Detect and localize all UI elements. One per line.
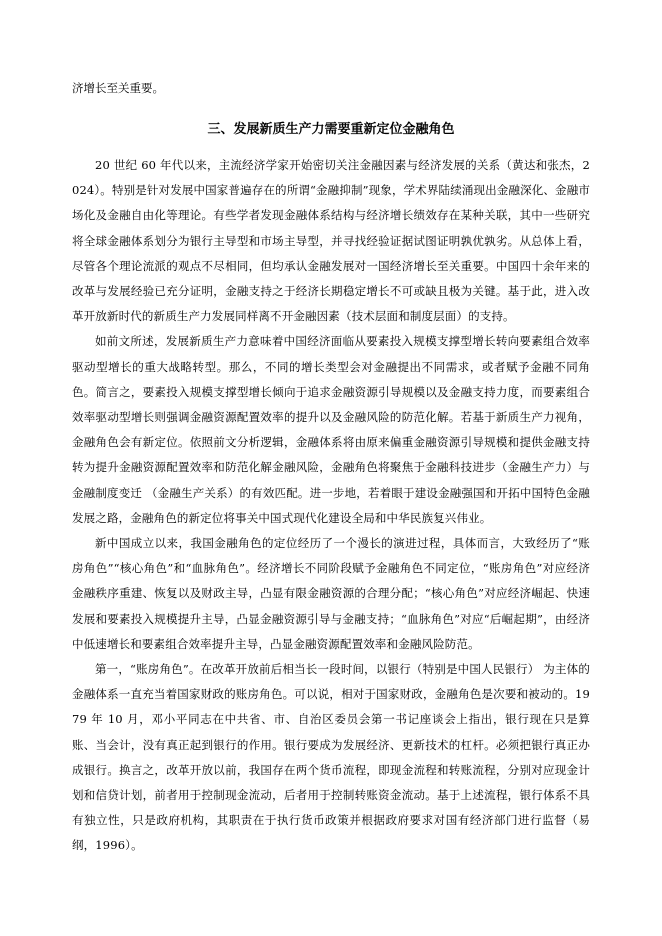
section-body bbox=[72, 153, 590, 859]
paragraph-1: 20 世纪 60 年代以来，主流经济学家开始密切关注金融因素与经济发展的关系（黄达和张杰，2024）。特别是针对发展中国家普遍存在的所谓“金融抑制”现象，学术界陆续涌现出金融深化、金融市场化及金融自由化等理论。有些学者发现金融体系结构与经济增长绩效存在某种关联，其中一些研究将全球金融体系划分为银行主导型和市场主导型，并寻找经验证据试图证明孰优孰劣。从总体上看，尽管各个理论流派的观点不尽相同，但均承认金融发展对一国经济增长至关重要。中国四十余年来的改革与发展经验已充分证明，金融支持之于经济长期稳定增长不可或缺且极为关键。基于此，进入改革开放新时代的新质生产力发展同样离不开金融因素（技术层面和制度层面）的支持。 bbox=[72, 158, 591, 324]
paragraph-2: 如前文所述，发展新质生产力意味着中国经济面临从要素投入规模支撑型增长转向要素组合效率驱动型增长的重大战略转型。那么，不同的增长类型会对金融提出不同需求，或者赋予金融不同角色。简言之，要素投入规模支撑型增长倾向于追求金融资源引导规模以及金融支持力度，而要素组合效率驱动型增长则强调金融资源配置效率的提升以及金融风险的防范化解。若基于新质生产力视角，金融角色会有新定位。依照前文分析逻辑，金融体系将由原来偏重金融资源引导规模和提供金融支持转为提升金融资源配置效率和防范化解金融风险，金融角色将聚焦于金融科技进步（金融生产力）与金融制度变迁 （金融生产关系）的有效匹配。进一步地，若着眼于建设金融强国和开拓中国特色金融发展之路，金融角色的新定位将事关中国式现代化建设全局和中华民族复兴伟业。 bbox=[72, 334, 590, 525]
paragraph-3: 新中国成立以来，我国金融角色的定位经历了一个漫长的演进过程，具体而言，大致经历了“账房角色”“核心角色”和“血脉角色”。经济增长不同阶段赋予金融角色不同定位，“账房角色”对应经济金融秩序重建、恢复以及财政主导，凸显有限金融资源的合理分配；“核心角色”对应经济崛起、快速发展和要素投入规模提升主导，凸显金融资源引导与金融支持；“血脉角色”对应“后崛起期”，由经济中低速增长和要素组合效率提升主导，凸显金融资源配置效率和金融风险防范。 bbox=[72, 536, 590, 651]
continued-text-fragment: 济增长至关重要。 bbox=[72, 81, 164, 95]
section-heading: 三、发展新质生产力需要重新定位金融角色 bbox=[207, 122, 455, 137]
paragraph-4: 第一，“账房角色”。在改革开放前后相当长一段时间，以银行（特别是中国人民银行） 为主体的金融体系一直充当着国家财政的账房角色。可以说，相对于国家财政，金融角色是次要和被动的。1979 年 10 月，邓小平同志在中共省、市、自治区委员会第一书记座谈会上指出，银行现在只是算账、当会计，没有真正起到银行的作用。银行要成为发展经济、更新技术的杠杆。必须把银行真正办成银行。换言之，改革开放以前，我国存在两个货币流程，即现金流程和转账流程，分别对应现金计划和信贷计划，前者用于控制现金流动，后者用于控制转账资金流动。基于上述流程，银行体系不具有独立性，只是政府机构，其职责在于执行货币政策并根据政府要求对国有经济部门进行监督（易纲，1996）。 bbox=[72, 662, 590, 853]
